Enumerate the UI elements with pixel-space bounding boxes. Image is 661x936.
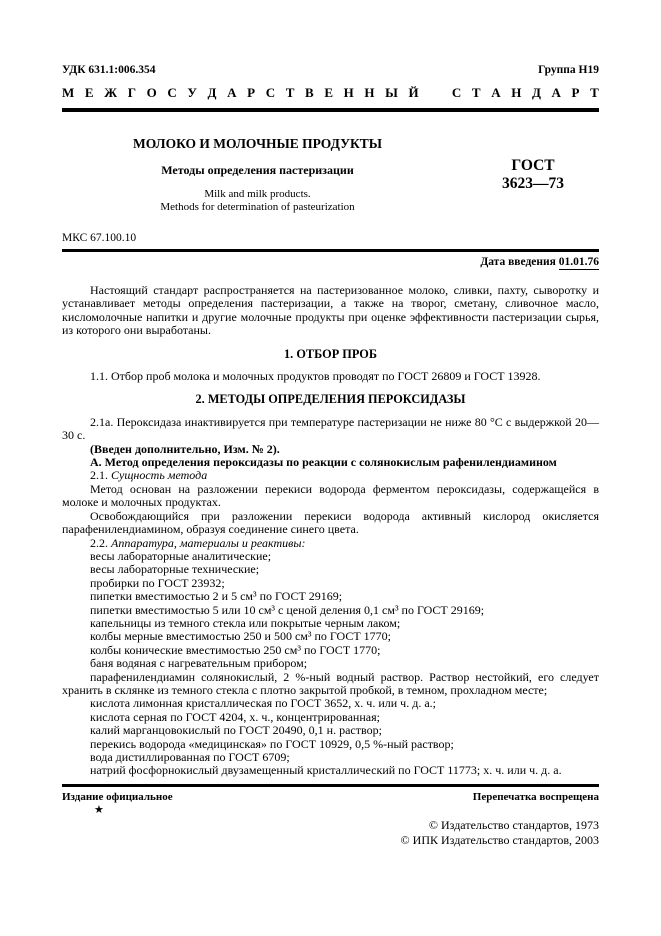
- udk-code: УДК 631.1:006.354: [62, 64, 156, 76]
- equipment-list-item: кислота серная по ГОСТ 4204, х. ч., концентрированная;: [90, 709, 380, 724]
- intro-date-value: 01.01.76: [558, 256, 599, 268]
- official-edition-label: Издание официальное: [62, 790, 173, 803]
- equipment-list-item: вода дистиллированная по ГОСТ 6709;: [90, 750, 290, 764]
- document-body: [62, 284, 599, 778]
- equipment-list-item: колбы мерные вместимостью 250 и 500 см³ по ГОСТ 1770;: [90, 629, 392, 644]
- mks-code: МКС 67.100.10: [62, 232, 137, 244]
- footer-rule: [62, 784, 599, 787]
- gost-label: ГОСТ: [511, 157, 555, 174]
- section-2-heading: 2. МЕТОДЫ ОПРЕДЕЛЕНИЯ ПЕРОКСИДАЗЫ: [195, 392, 466, 407]
- equipment-list-item: весы лабораторные технические;: [90, 562, 260, 577]
- equipment-list-item: баня водяная с нагревательным прибором;: [90, 656, 308, 671]
- title-en-line1: Milk and milk products.: [204, 188, 311, 200]
- equipment-list-item: кислота лимонная кристаллическая по ГОСТ 3652, х. ч. или ч. д. а.;: [90, 696, 436, 711]
- equipment-list-item: весы лабораторные аналитические;: [90, 548, 272, 563]
- equipment-list-item: натрий фосфорнокислый двузамещенный кристаллический по ГОСТ 11773; х. ч. или ч. д. а.: [90, 763, 562, 778]
- method-description-2: Освобождающийся при разложении перекиси водорода активный кислород окисляется парафенилендиамином, образуя соединение синего цвета.: [62, 508, 599, 537]
- equipment-list-item: перекись водорода «медицинская» по ГОСТ 10929, 0,5 %-ный раствор;: [90, 736, 454, 751]
- method-a-heading: А. Метод определения пероксидазы по реакции с солянокислым рафенилендиамином: [90, 455, 557, 470]
- equipment-list-item: пипетки вместимостью 2 и 5 см³ по ГОСТ 29169;: [90, 589, 343, 604]
- equipment-list-item: калий марганцовокислый по ГОСТ 20490, 0,1 н. раствор;: [90, 723, 382, 738]
- title-ru: МОЛОКО И МОЛОЧНЫЕ ПРОДУКТЫ: [132, 136, 383, 151]
- clause-2-1-number: 2.1.: [90, 468, 111, 483]
- clause-2-2-title: Аппаратура, материалы и реактивы:: [111, 535, 306, 550]
- clause-2-2-heading: [62, 537, 599, 550]
- subtitle-ru: Методы определения пастеризации: [161, 163, 354, 177]
- copyright-line-1973: © Издательство стандартов, 1973: [428, 817, 599, 832]
- group-code: Группа Н19: [538, 64, 599, 76]
- header-codes-row: [62, 64, 599, 76]
- mks-rule: [62, 249, 599, 252]
- footnote-star: ★: [94, 803, 104, 816]
- equipment-list-item: пробирки по ГОСТ 23932;: [90, 575, 225, 590]
- header-rule: [62, 108, 599, 112]
- equipment-list-item: колбы конические вместимостью 250 см³ по ГОСТ 1770;: [90, 642, 381, 657]
- title-section: [62, 136, 599, 214]
- copyright-line-2003: © ИПК Издательство стандартов, 2003: [400, 833, 599, 848]
- intro-date-row: [62, 256, 599, 268]
- equipment-list-item: капельницы из темного стекла или покрытые черным лаком;: [90, 615, 401, 630]
- reprint-prohibited-label: Перепечатка воспрещена: [472, 790, 599, 803]
- clause-2-2-number: 2.2.: [90, 535, 111, 550]
- intro-date-label: Дата введения: [480, 256, 556, 268]
- title-en: [62, 188, 453, 214]
- clause-2-1-title: Сущность метода: [111, 468, 208, 483]
- title-en-line2: Methods for determination of pasteurization: [160, 201, 355, 213]
- standard-type-banner: М Е Ж Г О С У Д А Р С Т В Е Н Н Ы Й С Т А Н Д А Р Т: [62, 85, 599, 100]
- clause-1-1: 1.1. Отбор проб молока и молочных продуктов проводят по ГОСТ 26809 и ГОСТ 13928.: [90, 369, 541, 384]
- gost-number: 3623—73: [502, 175, 564, 192]
- clause-2-1-heading: [62, 469, 599, 482]
- clause-2-1a: 2.1а. Пероксидаза инактивируется при температуре пастеризации не ниже 80 °С с выдержкой 20—30 с.: [62, 414, 599, 443]
- scope-paragraph: Настоящий стандарт распространяется на пастеризованное молоко, сливки, пахту, сыворотку и устанавливает методы определения пастеризации, а также на творог, сметану, сливочное масло, кисломолочные напитки и другие молочные продукты при оценке эффективности пастеризации сырья, из которого они выработаны.: [62, 283, 599, 338]
- equipment-list-item: парафенилендиамин солянокислый, 2 %-ный водный раствор. Раствор нестойкий, его следует хранить в склянке из темного стекла с плотно закрытой пробкой, в темном, прохладном месте;: [62, 669, 599, 697]
- gost-designation: [467, 136, 599, 214]
- footer-row: [62, 791, 599, 803]
- section-1-heading: 1. ОТБОР ПРОБ: [284, 346, 377, 361]
- equipment-list-item: пипетки вместимостью 5 или 10 см³ с ценой деления 0,1 см³ по ГОСТ 29169;: [90, 602, 485, 617]
- copyright-block: [62, 818, 599, 849]
- amendment-note: (Введен дополнительно, Изм. № 2).: [90, 441, 280, 456]
- method-description-1: Метод основан на разложении перекиси водорода ферментом пероксидазы, содержащейся в молоке и молочных продуктах.: [62, 481, 599, 510]
